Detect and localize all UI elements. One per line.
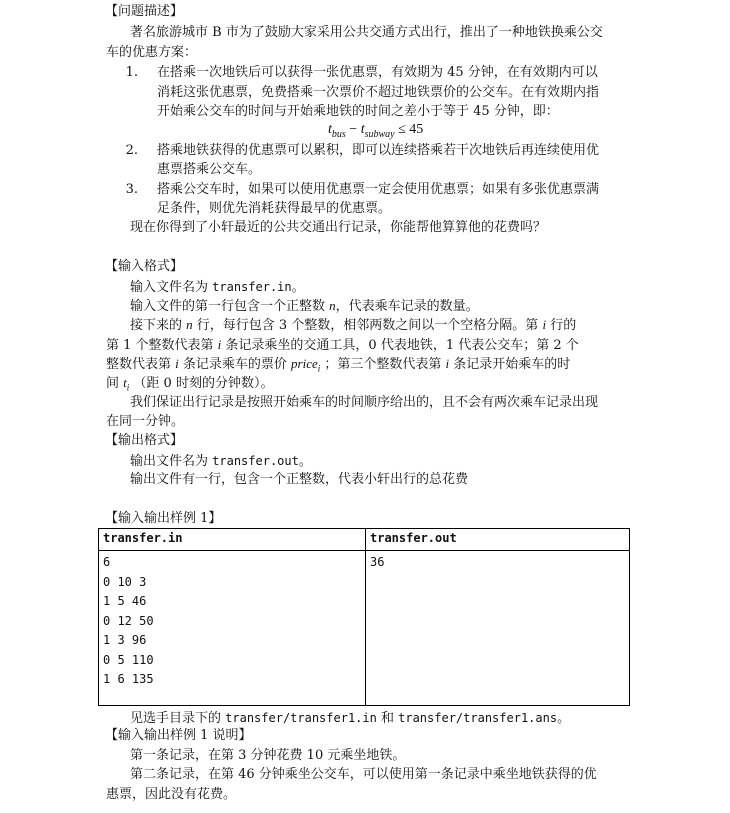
rule-1-number: 1. <box>125 65 138 80</box>
problem-intro-line-2: 车的优惠方案： <box>106 45 198 60</box>
input-format-line-8: 在同一分钟。 <box>106 414 185 429</box>
sample-heading: 【输入输出样例 1】 <box>105 511 222 526</box>
input-format-line-1: 输入文件名为 transfer.in。 <box>130 280 305 295</box>
sample-explanation-line-3: 惠票，因此没有花费。 <box>106 787 237 802</box>
sample-io-table <box>98 528 630 706</box>
rule-3-line-2: 足条件，则优先消耗获得最早的优惠票。 <box>157 201 392 216</box>
sample-output-cell <box>366 551 630 706</box>
input-format-line-4: 第 1 个整数代表第 i 条记录乘坐的交通工具，0 代表地铁，1 代表公交车；第 2 个 <box>106 337 579 353</box>
input-filename: transfer.in <box>212 280 292 294</box>
rule-3-line-1: 搭乘公交车时，如果可以使用优惠票一定会使用优惠票；如果有多张优惠票满 <box>157 182 600 197</box>
sample-explanation-heading: 【输入输出样例 1 说明】 <box>105 728 252 743</box>
rule-1-line-1: 在搭乘一次地铁后可以获得一张优惠票，有效期为 45 分钟，在有效期内可以 <box>157 65 598 80</box>
sample-input-line: 0 10 3 <box>103 574 147 589</box>
sample-explanation-line-2: 第二条记录，在第 46 分钟乘坐公交车，可以使用第一条记录中乘坐地铁获得的优 <box>130 767 597 782</box>
sample-files-note: 见选手目录下的 transfer/transfer1.in 和 transfer/transfer1.ans。 <box>130 711 571 726</box>
sample-answer-path: transfer/transfer1.ans <box>398 711 558 725</box>
problem-question: 现在你得到了小轩最近的公共交通出行记录，你能帮他算算他的花费吗？ <box>130 220 547 235</box>
sample-input-line: 0 5 110 <box>103 652 154 667</box>
output-format-line-2: 输出文件有一行，包含一个正整数，代表小轩出行的总花费 <box>130 472 469 487</box>
sample-explanation-line-1: 第一条记录，在第 3 分钟花费 10 元乘坐地铁。 <box>130 748 406 763</box>
input-format-heading: 【输入格式】 <box>105 259 184 274</box>
output-format-line-1: 输出文件名为 transfer.out。 <box>130 454 312 469</box>
output-filename: transfer.out <box>212 454 299 468</box>
problem-heading: 【问题描述】 <box>105 4 184 19</box>
rule-2-line-1: 搭乘地铁获得的优惠票可以累积，即可以连续搭乘若干次地铁后再连续使用优 <box>157 143 600 158</box>
rule-3-number: 3. <box>125 182 138 197</box>
input-format-line-7: 我们保证出行记录是按照开始乘车的时间顺序给出的，且不会有两次乘车记录出现 <box>130 395 599 410</box>
input-format-line-6: 间 $t_i$ （距 0 时刻的分钟数）。 <box>106 375 274 393</box>
rule-1-line-2: 消耗这张优惠票，免费搭乘一次票价不超过地铁票价的公交车。在有效期内指 <box>157 85 600 100</box>
output-format-heading: 【输出格式】 <box>105 433 184 448</box>
sample-output-line: 36 <box>370 555 385 569</box>
sample-input-cell <box>99 551 366 706</box>
input-format-line-5: 整数代表第 i 条记录乘车的票价 price$_i$ ；第三个整数代表第 i 条记录开始乘车的时 <box>106 356 571 374</box>
rule-1-line-3: 开始乘公交车的时间与开始乘地铁的时间之差小于等于 45 分钟，即： <box>157 104 559 119</box>
discount-formula: $t_{bus} - t_{subway} \le 45$ <box>328 122 424 140</box>
sample-input-line: 1 5 46 <box>103 594 147 608</box>
sample-input-line: 1 3 96 <box>103 633 147 647</box>
rule-2-number: 2. <box>125 143 138 158</box>
sample-output-header: transfer.out <box>366 529 630 551</box>
sample-input-line: 6 <box>103 555 111 569</box>
problem-intro-line-1: 著名旅游城市 B 市为了鼓励大家采用公共交通方式出行，推出了一种地铁换乘公交 <box>130 25 603 40</box>
sample-input-header: transfer.in <box>99 529 366 551</box>
sample-input-path: transfer/transfer1.in <box>225 711 377 725</box>
sample-input-line: 1 6 135 <box>103 672 154 686</box>
rule-2-line-2: 惠票搭乘公交车。 <box>157 162 262 177</box>
input-format-line-3: 接下来的 n 行，每行包含 3 个整数，相邻两数之间以一个空格分隔。第 i 行的 <box>130 317 577 333</box>
input-format-line-2: 输入文件的第一行包含一个正整数 n，代表乘车记录的数量。 <box>130 298 479 314</box>
sample-input-line: 0 12 50 <box>103 613 154 628</box>
sample-output-content <box>366 551 629 575</box>
sample-input-content <box>99 551 365 692</box>
